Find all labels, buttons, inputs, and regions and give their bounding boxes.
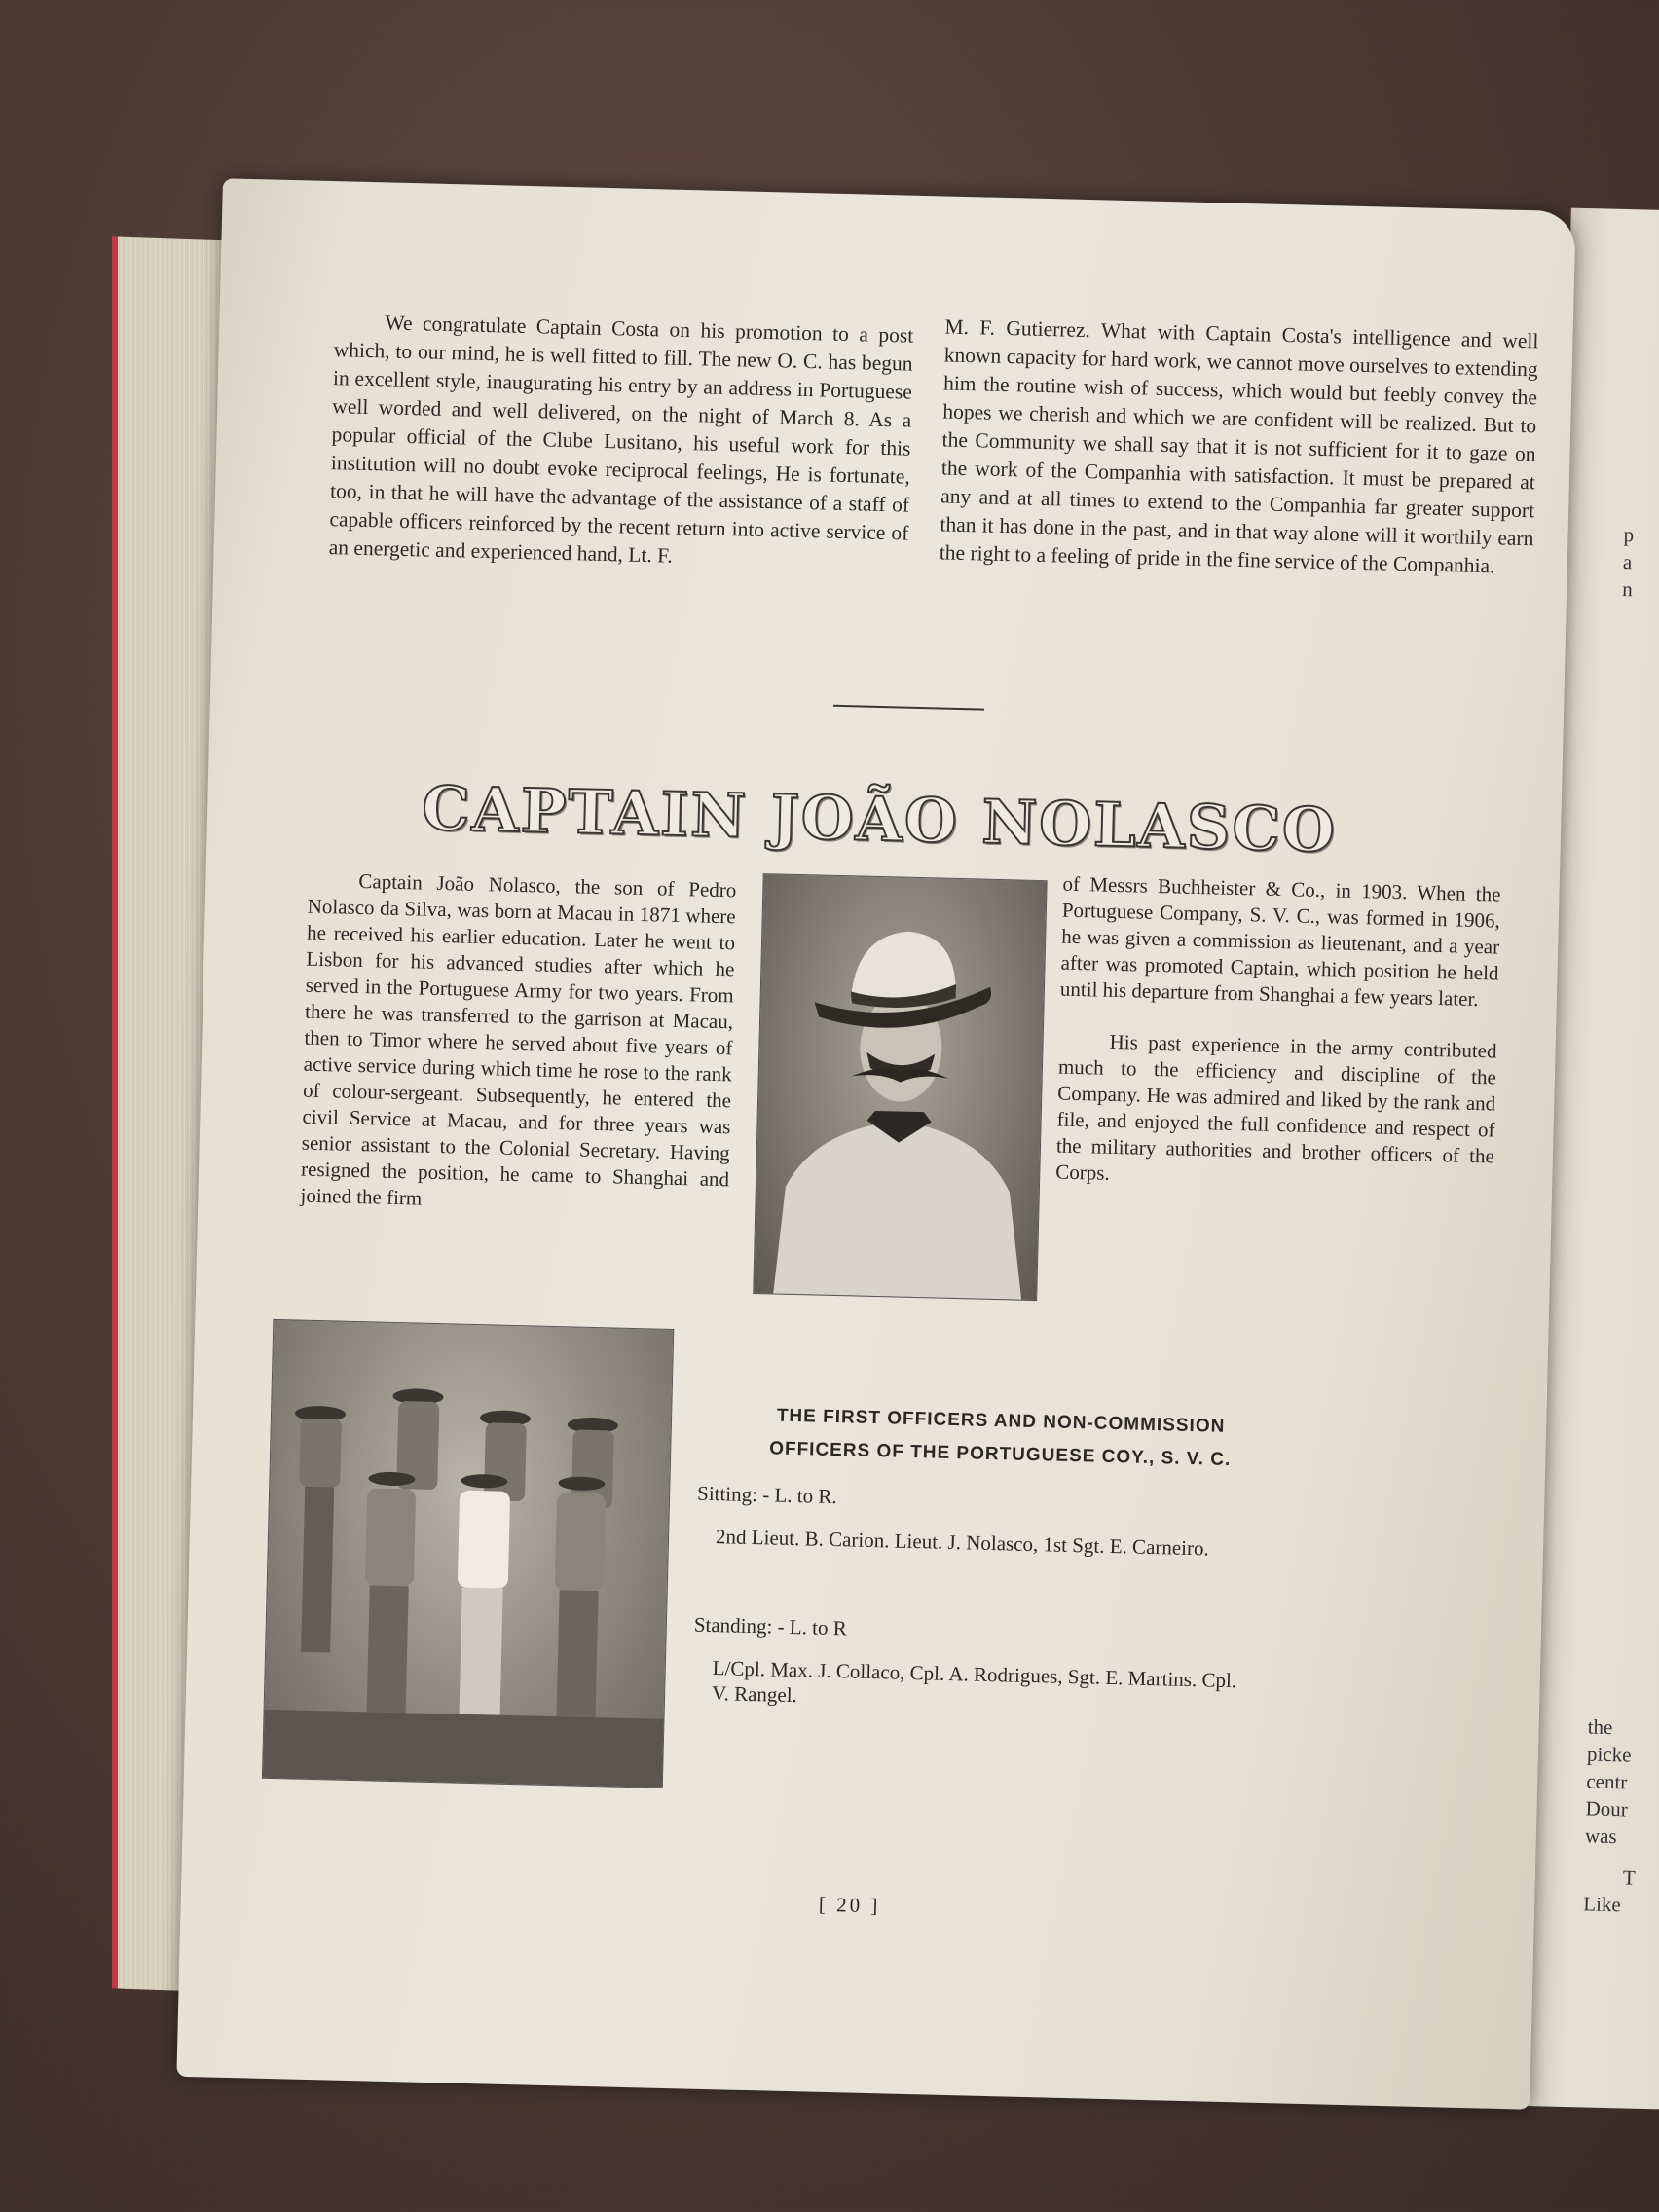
- article-left-column: [328, 308, 913, 575]
- portrait-photo: [753, 873, 1047, 1301]
- caption-heading-line2: OFFICERS OF THE PORTUGUESE COY., S. V. C.: [768, 1438, 1232, 1470]
- standing-label: Standing: - L. to R: [693, 1612, 848, 1641]
- sitting-names: 2nd Lieut. B. Carion. Lieut. J. Nolasco, 1st Sgt. E. Carneiro.: [715, 1525, 1210, 1561]
- article-left-text: We congratulate Captain Costa on his promotion to a post which, to our mind, he is well fitted to fill. The new O. C. has begun in excellent style, inaugurating his entry by an address in Portuguese well worded and well delivered, on the night of March 8. As a popular official of the Clube Lusitano, his useful work for this institution will no doubt evoke reciprocal feelings, He is fortunate, too, in that he will have the advantage of the assistance of a staff of capable officers reinforced by the recent return into active service of an energetic and experienced hand, Lt. F.: [328, 311, 914, 568]
- section-divider: [833, 705, 984, 711]
- caption-heading-line1: THE FIRST OFFICERS AND NON-COMMISSION: [776, 1405, 1226, 1437]
- bio-right-column: [1055, 871, 1501, 1197]
- page-number: [ 20 ]: [818, 1892, 881, 1918]
- portrait-illustration: [754, 874, 1046, 1300]
- caption-standing: [692, 1612, 1239, 1719]
- sitting-label: Sitting: - L. to R.: [696, 1481, 837, 1509]
- article-title: CAPTAIN JOÃO NOLASCO: [421, 772, 1338, 866]
- standing-names: L/Cpl. Max. J. Collaco, Cpl. A. Rodrigues, Sgt. E. Martins. Cpl. V. Rangel.: [711, 1656, 1237, 1708]
- bio-left-text: Captain João Nolasco, the son of Pedro Nolasco da Silva, was born at Macau in 1871 where he received his earlier education. Later he went to Lisbon for his advanced studies after which he served in the Portuguese Army for two years. From there he was transferred to the garrison at Macau, then to Timor where he served about five years of active service during which time he rose to the rank of colour-sergeant. Subsequently, he entered the civil Service at Macau, and for three years was senior assistant to the Colonial Secretary. Having resigned the position, he came to Shanghai and joined the firm: [300, 868, 737, 1210]
- book-page: [176, 178, 1575, 2109]
- group-illustration: [263, 1320, 673, 1788]
- article-right-column: [939, 313, 1538, 581]
- next-page-top-fragment: p a n: [1622, 522, 1635, 602]
- caption-sitting: [696, 1481, 1243, 1563]
- bio-right-para2: His past experience in the army contributed much to the efficiency and discipline of the Company. He was admired and liked by the rank and file, and enjoyed the full confidence and respect of the military authorities and brother officers of the Corps.: [1055, 1029, 1497, 1185]
- group-photo: [262, 1319, 674, 1788]
- group-photo-caption-heading: [737, 1399, 1265, 1478]
- next-page-bottom-fragment: the picke centr Dour was T Like: [1582, 1714, 1637, 1917]
- article-right-text: M. F. Gutierrez. What with Captain Costa's intelligence and well known capacity for hard work, we cannot move ourselves to extending him the routine wish of success, which would but feebly convey the hopes we cherish and which we are confident will be realized. But to the Community we shall say that it is not sufficient for it to gaze on the work of the Companhia with satisfaction. It must be prepared at any and at all times to extend to the Companhia far greater support than it has done in the past, and in that way alone will it worthily earn the right to a feeling of pride in the fine service of the Companhia.: [939, 314, 1539, 578]
- bio-left-column: [300, 867, 736, 1220]
- bio-right-para1: of Messrs Buchheister & Co., in 1903. When the Portuguese Company, S. V. C., was formed in 1906, he was given a commission as lieutenant, and a year after was promoted Captain, which position he held until his departure from Shanghai a few years later.: [1059, 871, 1501, 1012]
